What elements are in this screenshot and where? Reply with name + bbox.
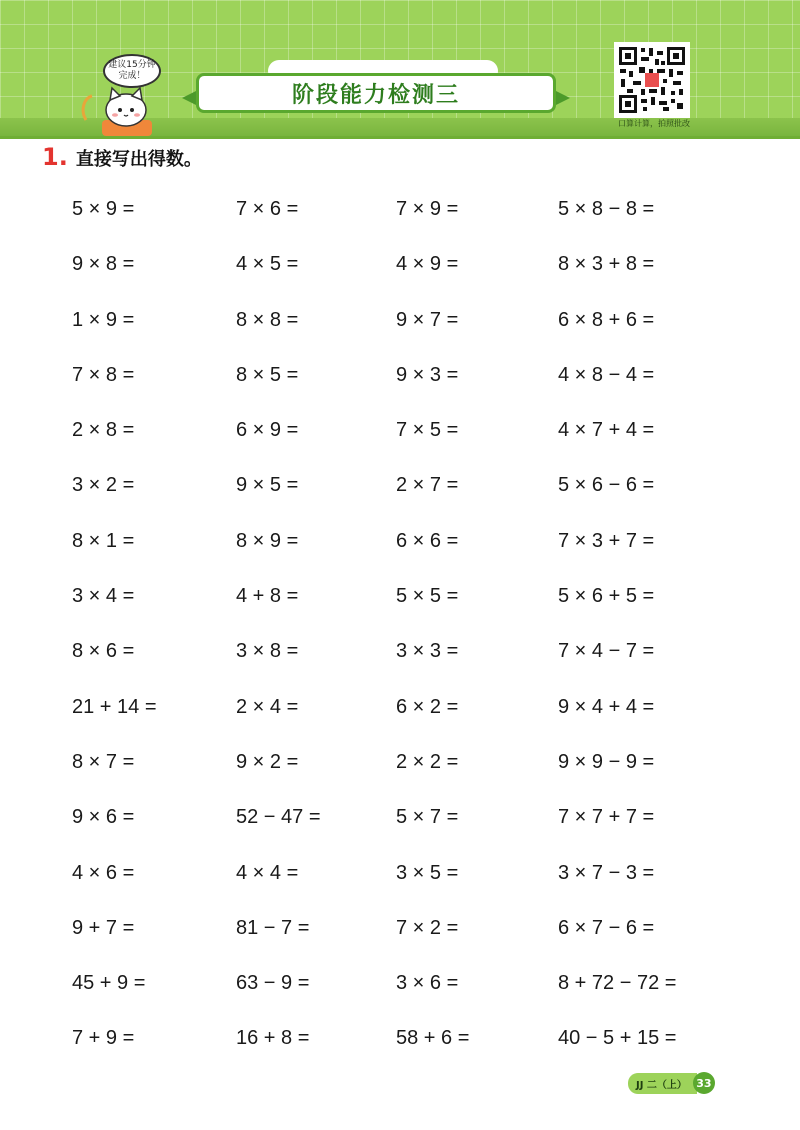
problem-expression: 5 × 7 =: [396, 806, 459, 829]
problem-expression: 6 × 8 + 6 =: [558, 308, 655, 331]
problem-expression: 40 − 5 + 15 =: [558, 1027, 677, 1050]
problem-expression: 9 × 7 =: [396, 308, 459, 331]
problem-expression: 2 × 8 =: [72, 419, 135, 442]
problem-expression: 6 × 7 − 6 =: [558, 916, 655, 939]
problem-expression: 4 × 5 =: [236, 253, 299, 276]
problem-expression: 4 × 8 − 4 =: [558, 363, 655, 386]
problem-expression: 52 − 47 =: [236, 806, 321, 829]
problem-row: [72, 305, 752, 360]
problem-expression: 3 × 4 =: [72, 585, 135, 608]
problem-expression: 7 × 5 =: [396, 419, 459, 442]
problem-expression: 8 × 3 + 8 =: [558, 253, 655, 276]
problem-expression: 6 × 2 =: [396, 695, 459, 718]
problem-expression: 9 × 5 =: [236, 474, 299, 497]
problem-expression: 5 × 6 − 6 =: [558, 474, 655, 497]
title-ribbon: [196, 73, 556, 115]
problem-expression: 3 × 6 =: [396, 972, 459, 995]
problem-expression: 21 + 14 =: [72, 695, 157, 718]
problem-expression: 7 × 6 =: [236, 198, 299, 220]
problem-expression: 5 × 6 + 5 =: [558, 585, 655, 608]
problem-expression: 9 × 9 − 9 =: [558, 750, 655, 773]
problem-row: [72, 194, 752, 249]
problem-expression: 8 × 7 =: [72, 750, 135, 773]
problem-expression: 8 × 1 =: [72, 529, 135, 552]
problem-expression: 9 × 6 =: [72, 806, 135, 829]
problem-row: [72, 581, 752, 636]
grade-tag: JJ 二（上）: [628, 1073, 697, 1094]
problem-row: [72, 415, 752, 470]
problem-row: [72, 526, 752, 581]
problem-row: [72, 692, 752, 747]
problem-expression: 6 × 9 =: [236, 419, 299, 442]
problem-expression: 7 × 4 − 7 =: [558, 640, 655, 663]
problem-expression: 9 × 2 =: [236, 750, 299, 773]
page-footer: [628, 1072, 715, 1094]
problem-expression: 9 + 7 =: [72, 916, 135, 939]
question-heading: [42, 143, 202, 173]
problem-row: [72, 968, 752, 1023]
problem-row: [72, 802, 752, 857]
problem-expression: 3 × 5 =: [396, 861, 459, 884]
qr-code[interactable]: [614, 42, 690, 118]
problem-expression: 8 × 8 =: [236, 308, 299, 331]
problem-expression: 7 × 7 + 7 =: [558, 806, 655, 829]
qr-caption: 口算计算，拍照批改: [618, 119, 690, 128]
problem-row: [72, 470, 752, 525]
problem-expression: 7 × 9 =: [396, 198, 459, 220]
problem-row: [72, 747, 752, 802]
problem-expression: 5 × 9 =: [72, 198, 135, 220]
problem-expression: 9 × 8 =: [72, 253, 135, 276]
page-number: 33: [693, 1072, 715, 1094]
problem-expression: 8 + 72 − 72 =: [558, 972, 677, 995]
problem-expression: 2 × 2 =: [396, 750, 459, 773]
problem-expression: 45 + 9 =: [72, 972, 146, 995]
problem-expression: 8 × 9 =: [236, 529, 299, 552]
problem-expression: 2 × 4 =: [236, 695, 299, 718]
qr-code-icon: [617, 45, 687, 115]
cat-mascot-icon: [80, 80, 160, 136]
problem-expression: 58 + 6 =: [396, 1027, 470, 1050]
problem-row: [72, 858, 752, 913]
problem-row: [72, 913, 752, 968]
question-number: 1.: [42, 143, 68, 171]
problem-expression: 16 + 8 =: [236, 1027, 310, 1050]
problem-expression: 4 × 4 =: [236, 861, 299, 884]
problem-expression: 8 × 5 =: [236, 363, 299, 386]
problem-expression: 3 × 3 =: [396, 640, 459, 663]
problem-expression: 4 × 6 =: [72, 861, 135, 884]
problem-expression: 4 + 8 =: [236, 585, 299, 608]
problem-expression: 6 × 6 =: [396, 529, 459, 552]
problem-expression: 8 × 6 =: [72, 640, 135, 663]
problem-expression: 63 − 9 =: [236, 972, 310, 995]
problem-expression: 4 × 9 =: [396, 253, 459, 276]
problem-expression: 3 × 8 =: [236, 640, 299, 663]
problem-row: [72, 249, 752, 304]
page-title: 阶段能力检测三: [196, 73, 556, 113]
problem-expression: 7 × 3 + 7 =: [558, 529, 655, 552]
problem-expression: 3 × 7 − 3 =: [558, 861, 655, 884]
problem-expression: 9 × 4 + 4 =: [558, 695, 655, 718]
problem-expression: 7 × 2 =: [396, 916, 459, 939]
problem-grid: [72, 194, 752, 1079]
problem-expression: 5 × 5 =: [396, 585, 459, 608]
problem-expression: 5 × 8 − 8 =: [558, 198, 655, 220]
problem-expression: 3 × 2 =: [72, 474, 135, 497]
problem-expression: 2 × 7 =: [396, 474, 459, 497]
problem-expression: 7 × 8 =: [72, 363, 135, 386]
problem-row: [72, 360, 752, 415]
problem-expression: 81 − 7 =: [236, 916, 310, 939]
problem-expression: 1 × 9 =: [72, 308, 135, 331]
problem-expression: 4 × 7 + 4 =: [558, 419, 655, 442]
question-instruction: 直接写出得数。: [75, 149, 202, 170]
problem-row: [72, 636, 752, 691]
problem-row: [72, 1023, 752, 1078]
time-suggestion-bubble: 建议15分钟完成！: [103, 54, 161, 88]
problem-expression: 7 + 9 =: [72, 1027, 135, 1050]
problem-expression: 9 × 3 =: [396, 363, 459, 386]
